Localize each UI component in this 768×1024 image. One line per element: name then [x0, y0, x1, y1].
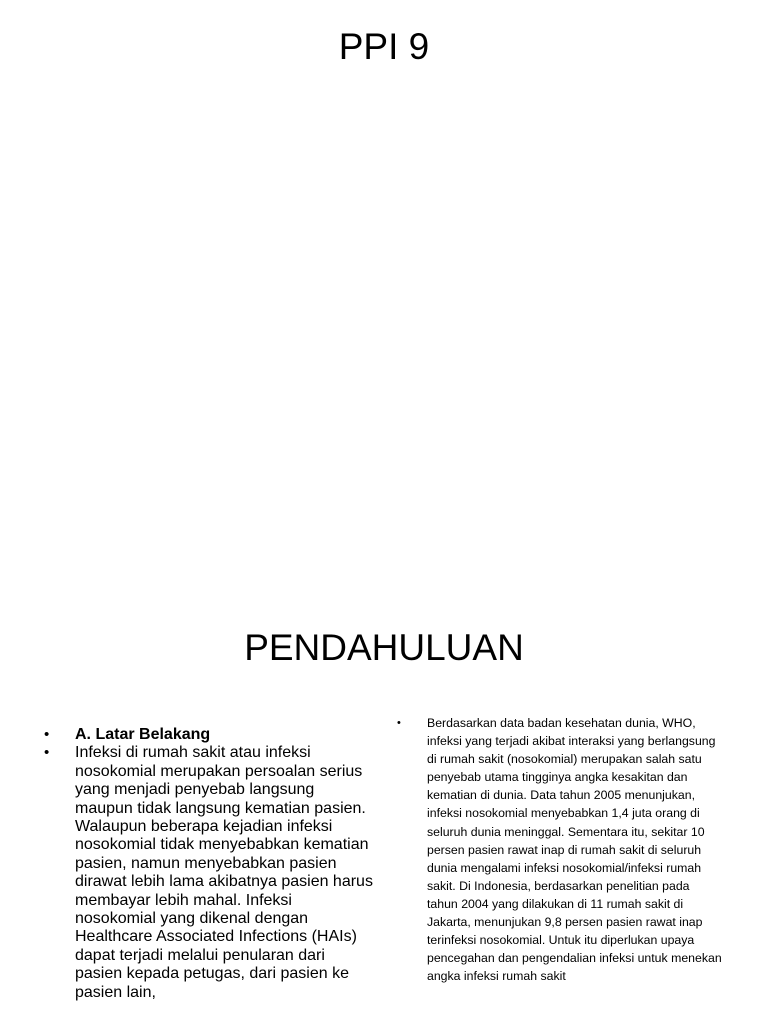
right-bullet-list [397, 714, 723, 985]
bullet-icon: • [397, 717, 401, 729]
right-column [397, 714, 723, 985]
section-heading: A. Latar Belakang [75, 726, 211, 743]
bullet-infeksi-paragraph [44, 744, 374, 1002]
who-paragraph: Berdasarkan data badan kesehatan dunia, WHO, infeksi yang terjadi akibat interaksi yang berlangsung di rumah sakit (nosokomial) merupakan salah satu penyebab utama tingginya angka kesakitan dan kematian di dunia. Data tahun 2005 menunjukan, infeksi nosokomial menyebabkan 1,4 juta orang di seluruh dunia meninggal. Sementara itu, sekitar 10 persen pasien rawat inap di rumah sakit di seluruh dunia mengalami infeksi nosokomial/infeksi rumah sakit. Di Indonesia, berdasarkan penelitian pada tahun 2004 yang dilakukan di 11 rumah sakit di Jakarta, menunjukan 9,8 persen pasien rawat inap terinfeksi nosokomial. Untuk itu diperlukan upaya pencegahan dan pengendalian infeksi untuk menekan angka infeksi rumah sakit [427, 716, 722, 984]
left-column [44, 726, 374, 1002]
bullet-who-paragraph [397, 714, 723, 985]
slide-title-ppi: PPI 9 [338, 26, 430, 67]
slide-title-pendahuluan: PENDAHULUAN [244, 627, 524, 668]
bullet-icon: • [44, 726, 50, 743]
bullet-latar-belakang [44, 726, 374, 744]
infeksi-paragraph: Infeksi di rumah sakit atau infeksi nosokomial merupakan persoalan serius yang menjadi penyebab langsung maupun tidak langsung kematian pasien. Walaupun beberapa kejadian infeksi nosokomial tidak menyebabkan kematian pasien, namun menyebabkan pasien dirawat lebih lama akibatnya pasien harus membayar lebih mahal. Infeksi nosokomial yang dikenal dengan Healthcare Associated Infections (HAIs) dapat terjadi melalui penularan dari pasien kepada petugas, dari pasien ke pasien lain, [75, 744, 373, 1001]
bullet-icon: • [44, 744, 50, 762]
left-bullet-list [44, 726, 374, 1002]
